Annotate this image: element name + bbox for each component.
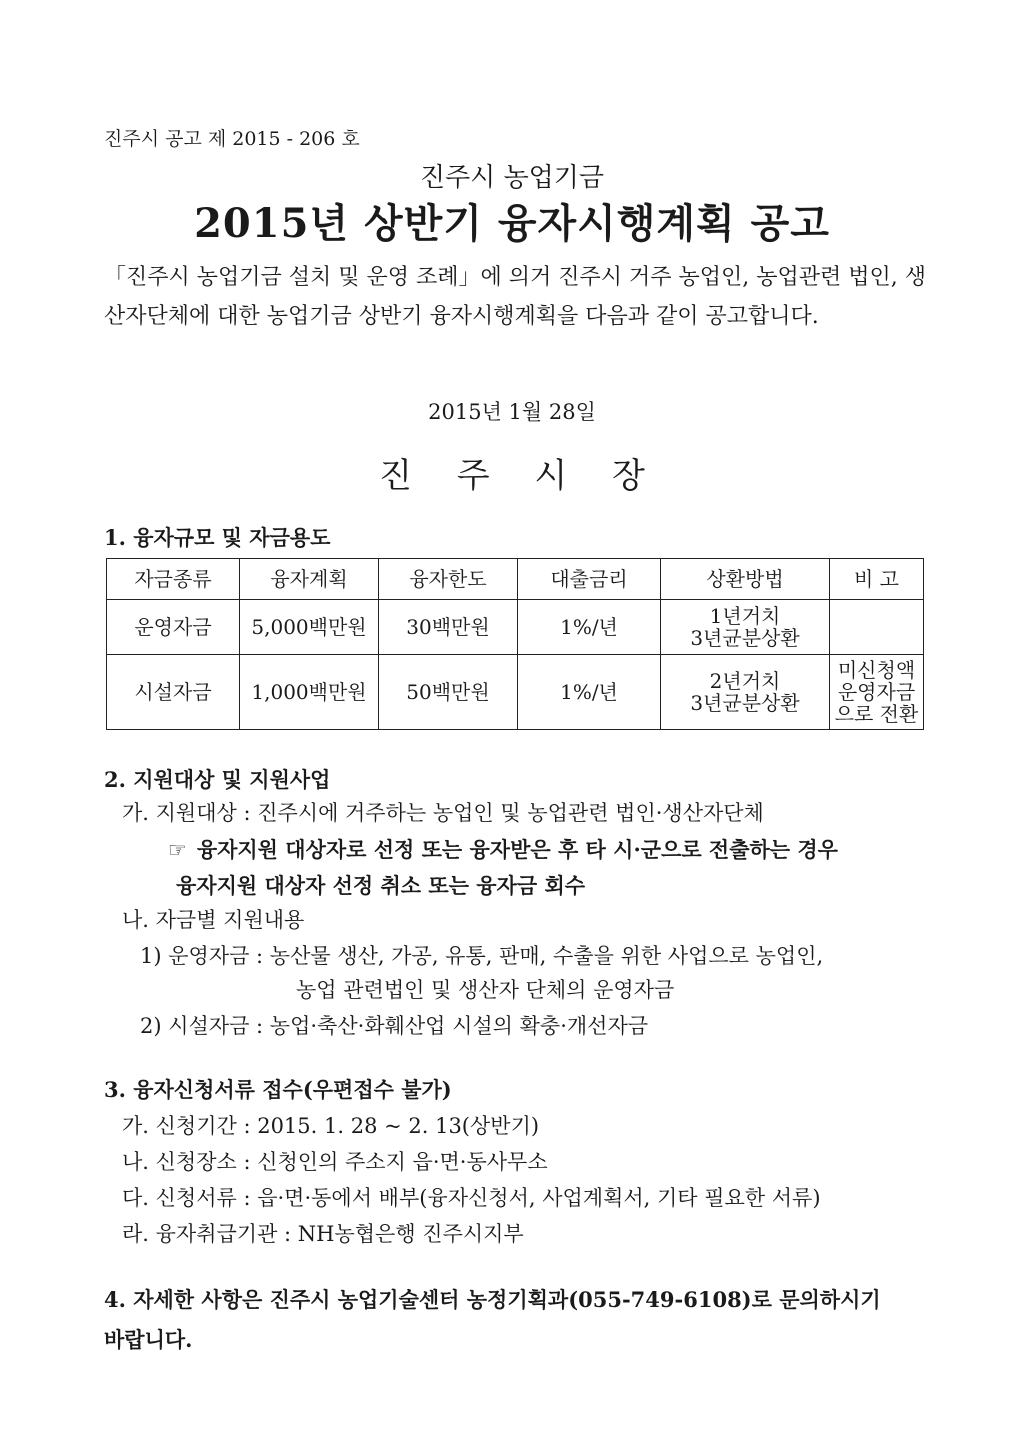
application-documents: 다. 신청서류 : 읍·면·동에서 배부(융자신청서, 사업계획서, 기타 필요한 서류)	[122, 1186, 821, 1210]
warning-note	[168, 834, 838, 864]
support-target: 가. 지원대상 : 진주시에 거주하는 농업인 및 농업관련 법인·생산자단체	[122, 801, 764, 825]
warning-note-line2: 융자지원 대상자 선정 취소 또는 융자금 회수	[176, 873, 586, 898]
cell-limit: 50백만원	[379, 655, 518, 730]
support-item-operating-cont: 농업 관련법인 및 생산자 단체의 운영자금	[296, 978, 675, 1002]
issuer-mayor: 진 주 시 장	[379, 456, 645, 496]
cell-limit: 30백만원	[379, 600, 518, 655]
cell-plan: 5,000백만원	[240, 600, 379, 655]
cell-note-line1: 미신청액	[837, 658, 916, 682]
notice-number: 진주시 공고 제 2015 - 206 호	[104, 128, 360, 150]
warning-note-line1: 융자지원 대상자로 선정 또는 융자받은 후 타 시·군으로 전출하는 경우	[196, 837, 838, 862]
cell-repay-line1: 1년거치	[709, 604, 781, 628]
cell-note-line3: 으로 전환	[834, 702, 919, 726]
col-header-type: 자금종류	[107, 559, 240, 600]
table-row	[107, 600, 924, 655]
cell-repay-line1: 2년거치	[709, 669, 781, 693]
support-content-heading: 나. 자금별 지원내용	[122, 908, 305, 932]
col-header-limit: 융자한도	[379, 559, 518, 600]
table-row	[107, 655, 924, 730]
cell-rate: 1%/년	[518, 655, 661, 730]
application-place: 나. 신청장소 : 신청인의 주소지 읍·면·동사무소	[122, 1150, 548, 1174]
cell-repay	[661, 600, 830, 655]
section2-heading: 2. 지원대상 및 지원사업	[104, 767, 331, 792]
contact-info: 4. 자세한 사항은 진주시 농업기술센터 농정기획과(055-749-6108)로 문의하시기 바랍니다.	[104, 1287, 881, 1352]
col-header-repay: 상환방법	[661, 559, 830, 600]
fund-table	[106, 558, 924, 730]
cell-repay-line2: 3년균분상환	[690, 691, 800, 715]
intro-paragraph: 「진주시 농업기금 설치 및 운영 조례」에 의거 진주시 거주 농업인, 농업관련 법인, 생산자단체에 대한 농업기금 상반기 융자시행계획을 다음과 같이 공고합니다.	[104, 265, 926, 329]
cell-note	[830, 655, 924, 730]
cell-repay	[661, 655, 830, 730]
application-period: 가. 신청기간 : 2015. 1. 28 ~ 2. 13(상반기)	[122, 1114, 540, 1138]
col-header-note: 비 고	[830, 559, 924, 600]
section1-heading: 1. 융자규모 및 자금용도	[104, 525, 331, 550]
cell-note	[830, 600, 924, 655]
col-header-plan: 융자계획	[240, 559, 379, 600]
support-item-facility: 2) 시설자금 : 농업·축산·화훼산업 시설의 확충·개선자금	[140, 1014, 649, 1038]
organization-name: 진주시 농업기금	[419, 163, 605, 193]
cell-note-line2: 운영자금	[837, 680, 916, 704]
pointing-hand-icon: ☞	[168, 838, 187, 862]
loan-institution: 라. 융자취급기관 : NH농협은행 진주시지부	[122, 1222, 524, 1246]
support-item-operating: 1) 운영자금 : 농산물 생산, 가공, 유통, 판매, 수출을 위한 사업으로 농업인,	[140, 944, 824, 968]
cell-repay-line2: 3년균분상환	[690, 626, 800, 650]
col-header-rate: 대출금리	[518, 559, 661, 600]
cell-type: 시설자금	[107, 655, 240, 730]
notice-date: 2015년 1월 28일	[428, 400, 596, 424]
page-title: 2015년 상반기 융자시행계획 공고	[194, 200, 830, 247]
section3-heading: 3. 융자신청서류 접수(우편접수 불가)	[104, 1077, 452, 1102]
cell-rate: 1%/년	[518, 600, 661, 655]
cell-type: 운영자금	[107, 600, 240, 655]
cell-plan: 1,000백만원	[240, 655, 379, 730]
table-header-row	[107, 559, 924, 600]
